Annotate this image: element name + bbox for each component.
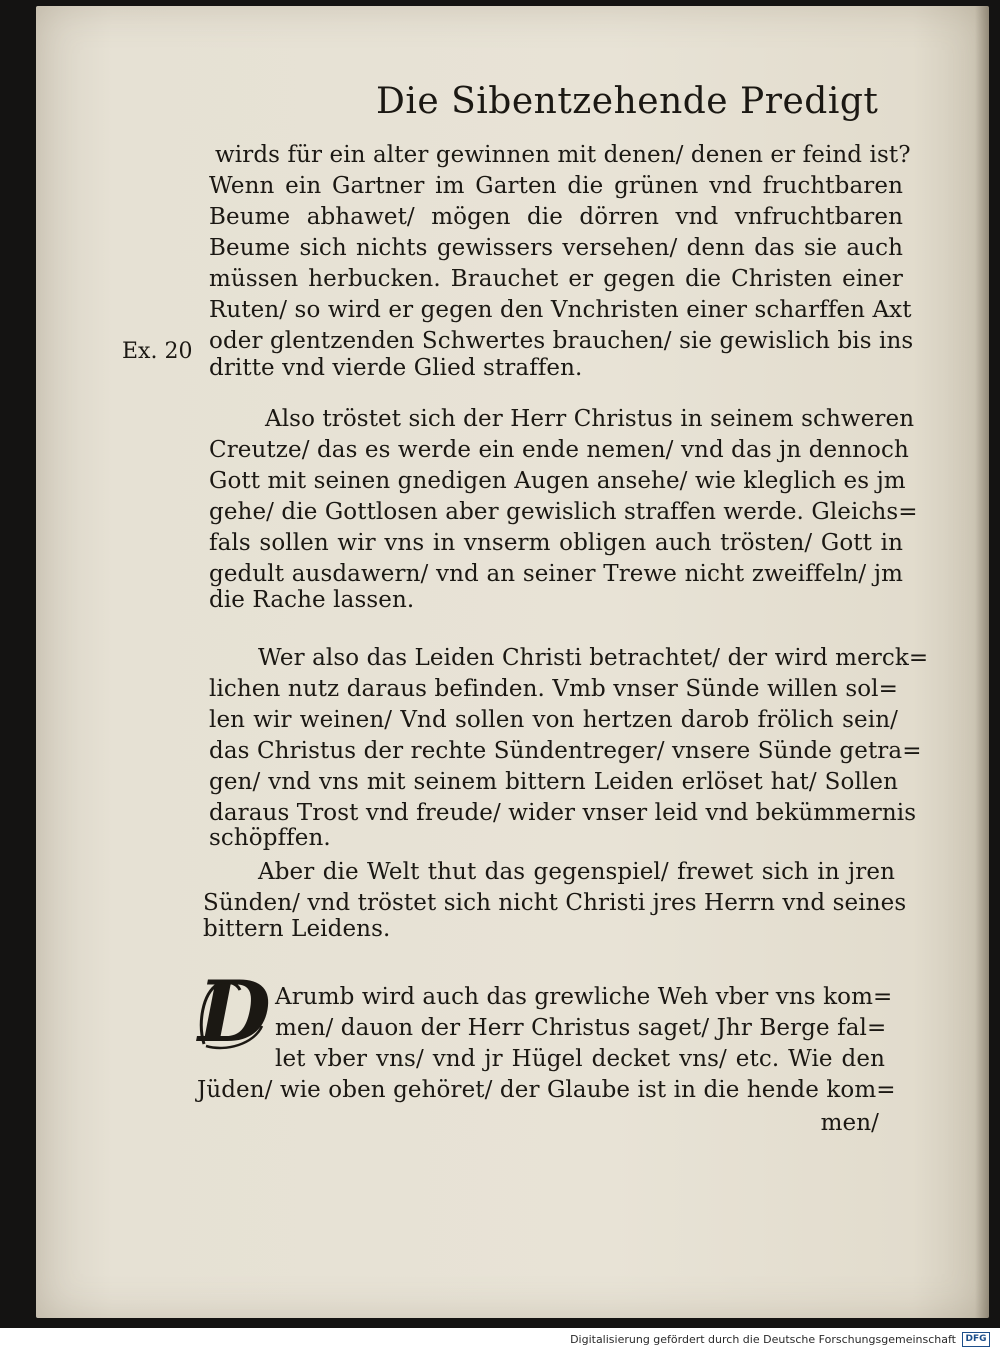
text-line: Wenn ein Gartner im Garten die grünen vnd fruchtbaren — [209, 173, 903, 199]
catchword: men/ — [820, 1110, 879, 1136]
page-edge-shadow — [975, 6, 989, 1318]
text-line: Wer also das Leiden Christi betrachtet/ der wird merck= — [258, 645, 929, 671]
text-line: let vber vns/ vnd jr Hügel decket vns/ etc. Wie den — [275, 1046, 885, 1072]
running-head: Die Sibentzehende Predigt — [376, 81, 879, 122]
text-line: Creutze/ das es werde ein ende nemen/ vnd das jn dennoch — [209, 437, 909, 463]
funding-credit: Digitalisierung gefördert durch die Deutsche Forschungsgemeinschaft — [570, 1333, 956, 1346]
text-line: Aber die Welt thut das gegenspiel/ frewet sich in jren — [258, 859, 895, 885]
text-line: daraus Trost vnd freude/ wider vnser leid vnd bekümmernis — [209, 800, 917, 826]
text-line: Sünden/ vnd tröstet sich nicht Christi jres Herrn vnd seines — [203, 890, 907, 916]
text-line: das Christus der rechte Sündentreger/ vnsere Sünde getra= — [209, 738, 922, 764]
margin-note: Ex. 20 — [122, 339, 193, 364]
drop-cap-initial: D — [198, 962, 271, 1061]
dfg-logo: DFG — [962, 1332, 990, 1347]
text-line: Gott mit seinen gnedigen Augen ansehe/ wie kleglich es jm — [209, 468, 906, 494]
text-line: gedult ausdawern/ vnd an seiner Trewe nicht zweiffeln/ jm — [209, 561, 903, 587]
text-line: schöpffen. — [209, 825, 331, 851]
text-line: dritte vnd vierde Glied straffen. — [209, 355, 583, 381]
text-line: bittern Leidens. — [203, 916, 391, 942]
text-line: wirds für ein alter gewinnen mit denen/ denen er feind ist? — [215, 142, 911, 168]
text-line: lichen nutz daraus befinden. Vmb vnser Sünde willen sol= — [209, 676, 898, 702]
text-line: Ruten/ so wird er gegen den Vnchristen einer scharffen Axt — [209, 297, 912, 323]
text-line: gen/ vnd vns mit seinem bittern Leiden erlöset hat/ Sollen — [209, 769, 898, 795]
text-line: müssen herbucken. Brauchet er gegen die Christen einer — [209, 266, 903, 292]
text-line: gehe/ die Gottlosen aber gewislich straffen werde. Gleichs= — [209, 499, 918, 525]
text-line: Also tröstet sich der Herr Christus in seinem schweren — [265, 406, 915, 432]
text-line: len wir weinen/ Vnd sollen von hertzen darob frölich sein/ — [209, 707, 898, 733]
text-line: Arumb wird auch das grewliche Weh vber vns kom= — [275, 984, 893, 1010]
text-line: fals sollen wir vns in vnserm obligen auch trösten/ Gott in — [209, 530, 903, 556]
text-line: Beume abhawet/ mögen die dörren vnd vnfruchtbaren — [209, 204, 903, 230]
text-line: Beume sich nichts gewissers versehen/ denn das sie auch — [209, 235, 903, 261]
text-line: men/ dauon der Herr Christus saget/ Jhr Berge fal= — [275, 1015, 887, 1041]
text-line: Jüden/ wie oben gehöret/ der Glaube ist in die hende kom= — [197, 1077, 896, 1103]
text-line: oder glentzenden Schwertes brauchen/ sie gewislich bis ins — [209, 328, 914, 354]
text-line: die Rache lassen. — [209, 587, 415, 613]
